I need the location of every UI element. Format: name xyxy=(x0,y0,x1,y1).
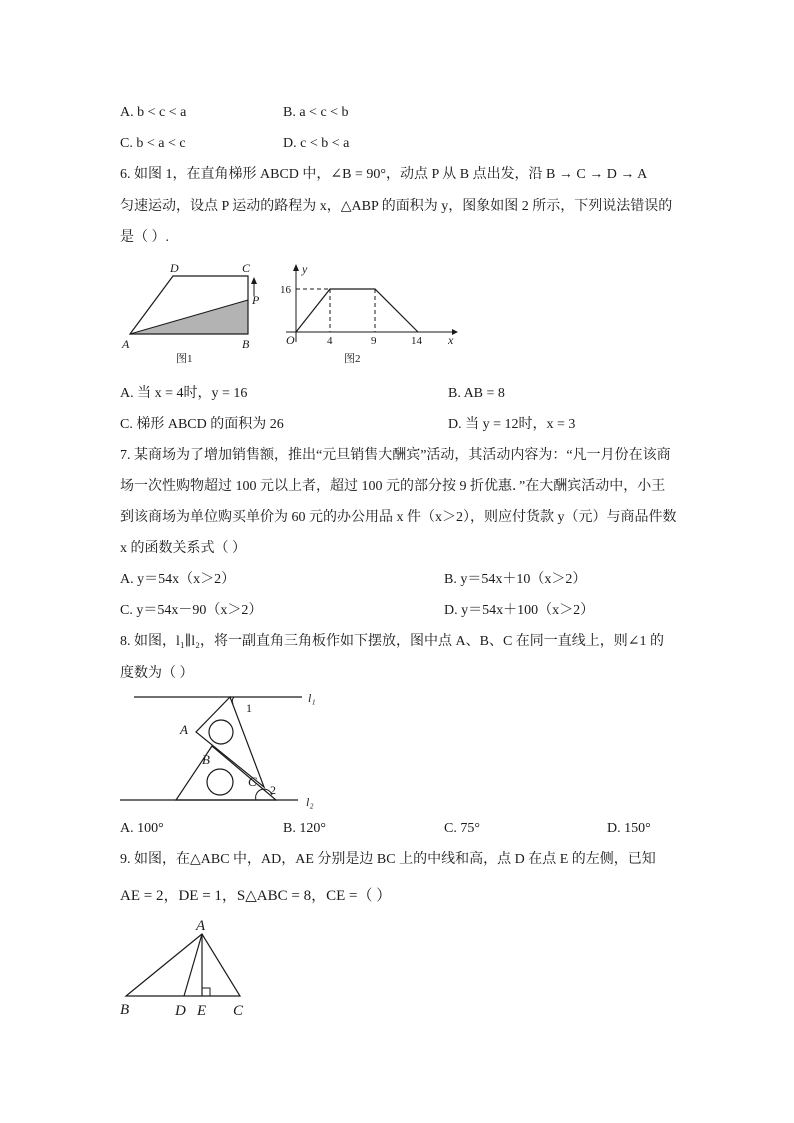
fig1-label-d: D xyxy=(170,261,179,275)
q7-stem-line-3: 到该商场为单位购买单价为 60 元的办公用品 x 件（x＞2），则应付货款 y（元）与商品件数 xyxy=(120,510,677,525)
q6-stem-line-3: 是（ ）. xyxy=(120,230,169,245)
fig2-caption: 图2 xyxy=(344,353,361,365)
q8-label-angle-1: 1 xyxy=(246,701,252,715)
q7-stem-line-4: x 的函数关系式（ ） xyxy=(120,541,246,556)
q6-figure-1-trapezoid xyxy=(118,258,268,370)
q6-option-a: A. 当 x = 4时，y = 16 xyxy=(120,386,248,401)
fig1-caption: 图1 xyxy=(176,353,193,365)
q7-option-d: D. y＝54x＋100（x＞2） xyxy=(444,603,595,618)
q8-label-l2: l₂ xyxy=(306,795,314,809)
fig2-axis-x: x xyxy=(448,333,454,347)
fig2-tick-16: 16 xyxy=(280,284,291,296)
q7-stem-line-2: 场一次性购物超过 100 元以上者，超过 100 元的部分按 9 折优惠．”在大酬宾活动中，小王 xyxy=(120,479,666,494)
q9-stem-line-1: 9. 如图，在△ABC 中，AD，AE 分别是边 BC 上的中线和高，点 D 在点 E 的左侧，已知 xyxy=(120,852,656,867)
fig1-label-p: P xyxy=(252,293,260,307)
q6-option-c: C. 梯形 ABCD 的面积为 26 xyxy=(120,417,284,432)
fig2-tick-14: 14 xyxy=(411,335,422,347)
q8-label-l1: l₁ xyxy=(308,691,316,705)
q6-option-b: B. AB = 8 xyxy=(448,386,505,401)
q8-label-angle-2: 2 xyxy=(270,783,276,797)
q8-option-d: D. 150° xyxy=(607,821,651,836)
q5-option-a: A. b < c < a xyxy=(120,105,187,120)
fig2-tick-4: 4 xyxy=(327,335,333,347)
fig1-label-b: B xyxy=(242,337,250,351)
q8-option-c: C. 75° xyxy=(444,821,480,836)
q5-option-b: B. a < c < b xyxy=(283,105,349,120)
q6-option-d: D. 当 y = 12时，x = 3 xyxy=(448,417,576,432)
fig1-label-c: C xyxy=(242,261,251,275)
q9-label-c: C xyxy=(233,1003,244,1019)
q8-stem-line-1: 8. 如图，l₁∥l₂，将一副直角三角板作如下摆放，图中点 A、B、C 在同一直线上，则∠1 的 xyxy=(120,634,665,649)
fig2-origin: O xyxy=(286,333,295,347)
q8-label-a: A xyxy=(180,722,188,737)
q5-option-d: D. c < b < a xyxy=(283,136,350,151)
q8-label-b: B xyxy=(202,752,210,767)
q7-option-c: C. y＝54x－90（x＞2） xyxy=(120,603,263,618)
q8-figure-triangles xyxy=(116,688,336,812)
q6-stem-line-1: 6. 如图 1，在直角梯形 ABCD 中，∠B = 90°，动点 P 从 B 点出发，沿 B → C → D → A xyxy=(120,167,648,182)
fig2-tick-9: 9 xyxy=(371,335,377,347)
q9-label-e: E xyxy=(197,1003,207,1019)
q7-option-b: B. y＝54x＋10（x＞2） xyxy=(444,572,587,587)
q8-stem-line-2: 度数为（ ） xyxy=(120,666,194,681)
q8-label-c: C xyxy=(248,774,257,789)
q8-option-b: B. 120° xyxy=(283,821,326,836)
q9-label-b: B xyxy=(120,1002,130,1018)
fig2-axis-y: y xyxy=(302,262,308,276)
q9-stem-line-2: AE = 2，DE = 1，S△ABC = 8，CE =（ ） xyxy=(120,888,392,904)
q7-option-a: A. y＝54x（x＞2） xyxy=(120,572,236,587)
q9-figure-triangle xyxy=(114,918,264,1022)
fig1-label-a: A xyxy=(122,337,130,351)
q5-option-c: C. b < a < c xyxy=(120,136,186,151)
q9-label-a: A xyxy=(196,918,206,934)
q8-option-a: A. 100° xyxy=(120,821,164,836)
q6-figure-2-graph xyxy=(280,258,460,370)
q9-label-d: D xyxy=(175,1003,186,1019)
q6-stem-line-2: 匀速运动，设点 P 运动的路程为 x，△ABP 的面积为 y，图象如图 2 所示，下列说法错误的 xyxy=(120,199,673,214)
q7-stem-line-1: 7. 某商场为了增加销售额，推出“元旦销售大酬宾”活动，其活动内容为：“凡一月份在该商 xyxy=(120,448,671,463)
